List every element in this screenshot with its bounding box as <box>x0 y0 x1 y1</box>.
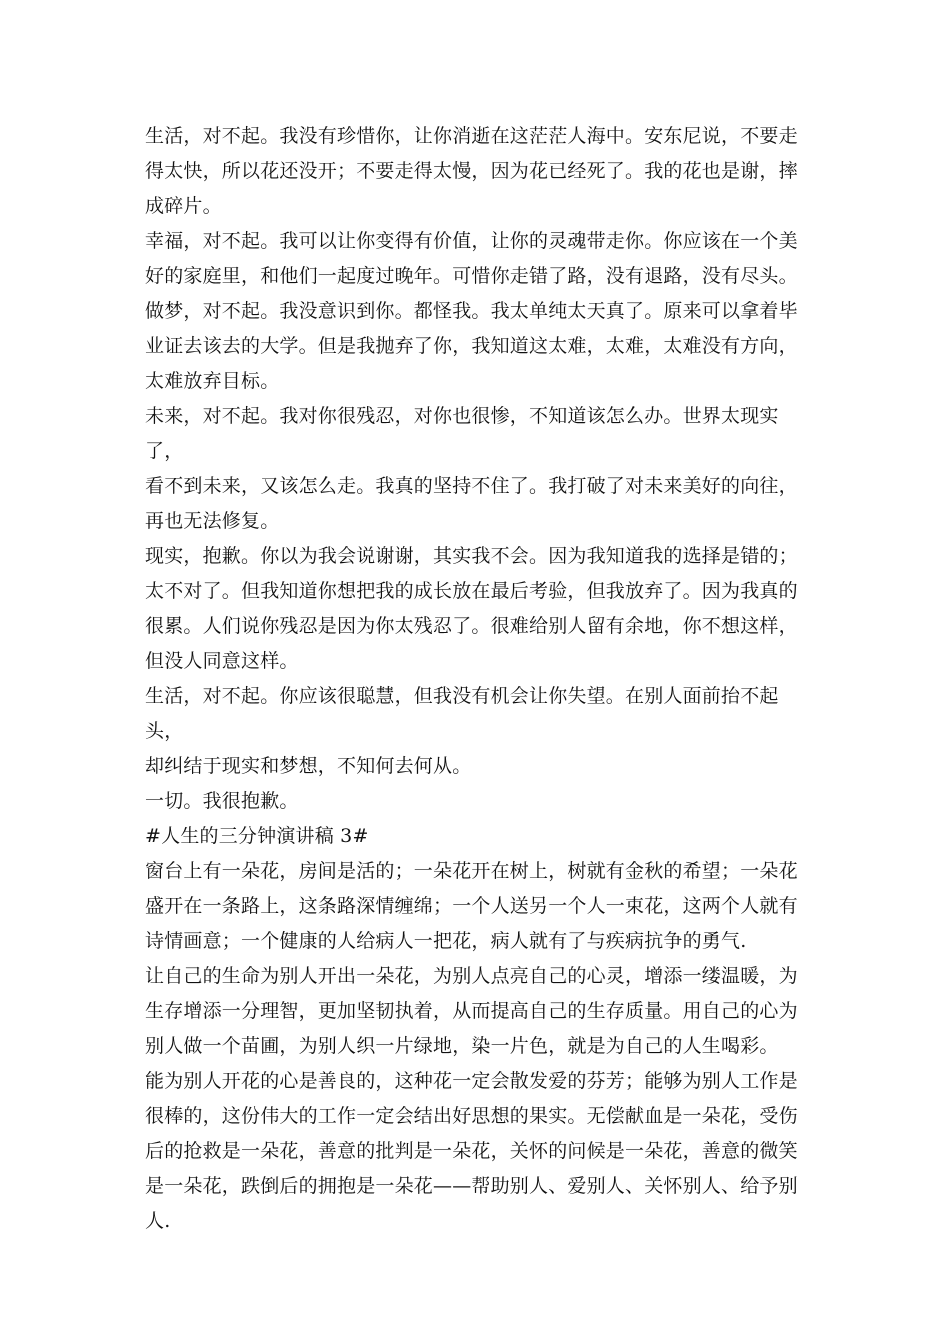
paragraph-8: 窗台上有一朵花，房间是活的；一朵花开在树上，树就有金秋的希望；一朵花 盛开在一条路上，这条路深情缠绵；一个人送另一个人一束花，这两个人就有 诗情画意；一个健康的人给病人一把花，病人就有了与疾病抗争的勇气. <box>145 860 798 952</box>
paragraph-7: 一切。我很抱歉。 <box>145 790 299 812</box>
paragraph-10: 能为别人开花的心是善良的，这种花一定会散发爱的芬芳；能够为别人工作是 很棒的，这份伟大的工作一定会结出好思想的果实。无偿献血是一朵花，受伤 后的抢救是一朵花，善意的批判是一朵花，关怀的问候是一朵花，善意的微笑 是一朵花，跌倒后的拥抱是一朵花——帮助别人、爱别人、关怀别人、给予别 人. <box>145 1070 798 1232</box>
paragraph-1: 生活，对不起。我没有珍惜你，让你消逝在这茫茫人海中。安东尼说，不要走 得太快，所以花还没开；不要走得太慢，因为花已经死了。我的花也是谢，摔 成碎片。 <box>145 125 798 217</box>
paragraph-2: 幸福，对不起。我可以让你变得有价值，让你的灵魂带走你。你应该在一个美 好的家庭里，和他们一起度过晚年。可惜你走错了路，没有退路，没有尽头。 <box>145 230 798 287</box>
document-body <box>145 119 815 1239</box>
paragraph-3: 做梦，对不起。我没意识到你。都怪我。我太单纯太天真了。原来可以拿着毕 业证去该去的大学。但是我抛弃了你，我知道这太难，太难，太难没有方向， 太难放弃目标。 <box>145 300 798 392</box>
paragraph-4: 未来，对不起。我对你很残忍，对你也很惨，不知道该怎么办。世界太现实了， 看不到未来，又该怎么走。我真的坚持不住了。我打破了对未来美好的向往， 再也无法修复。 <box>145 405 798 532</box>
paragraph-6: 生活，对不起。你应该很聪慧，但我没有机会让你失望。在别人面前抬不起头， 却纠结于现实和梦想，不知何去何从。 <box>145 685 779 777</box>
paragraph-9: 让自己的生命为别人开出一朵花，为别人点亮自己的心灵，增添一缕温暖，为 生存增添一分理智，更加坚韧执着，从而提高自己的生存质量。用自己的心为 别人做一个苗圃，为别人织一片绿地，染一片色，就是为自己的人生喝彩。 <box>145 965 798 1057</box>
paragraph-5: 现实，抱歉。你以为我会说谢谢，其实我不会。因为我知道我的选择是错的； 太不对了。但我知道你想把我的成长放在最后考验，但我放弃了。因为我真的 很累。人们说你残忍是因为你太残忍了。很难给别人留有余地，你不想这样， 但没人同意这样。 <box>145 545 798 672</box>
section-heading: #人生的三分钟演讲稿 3# <box>145 825 369 847</box>
